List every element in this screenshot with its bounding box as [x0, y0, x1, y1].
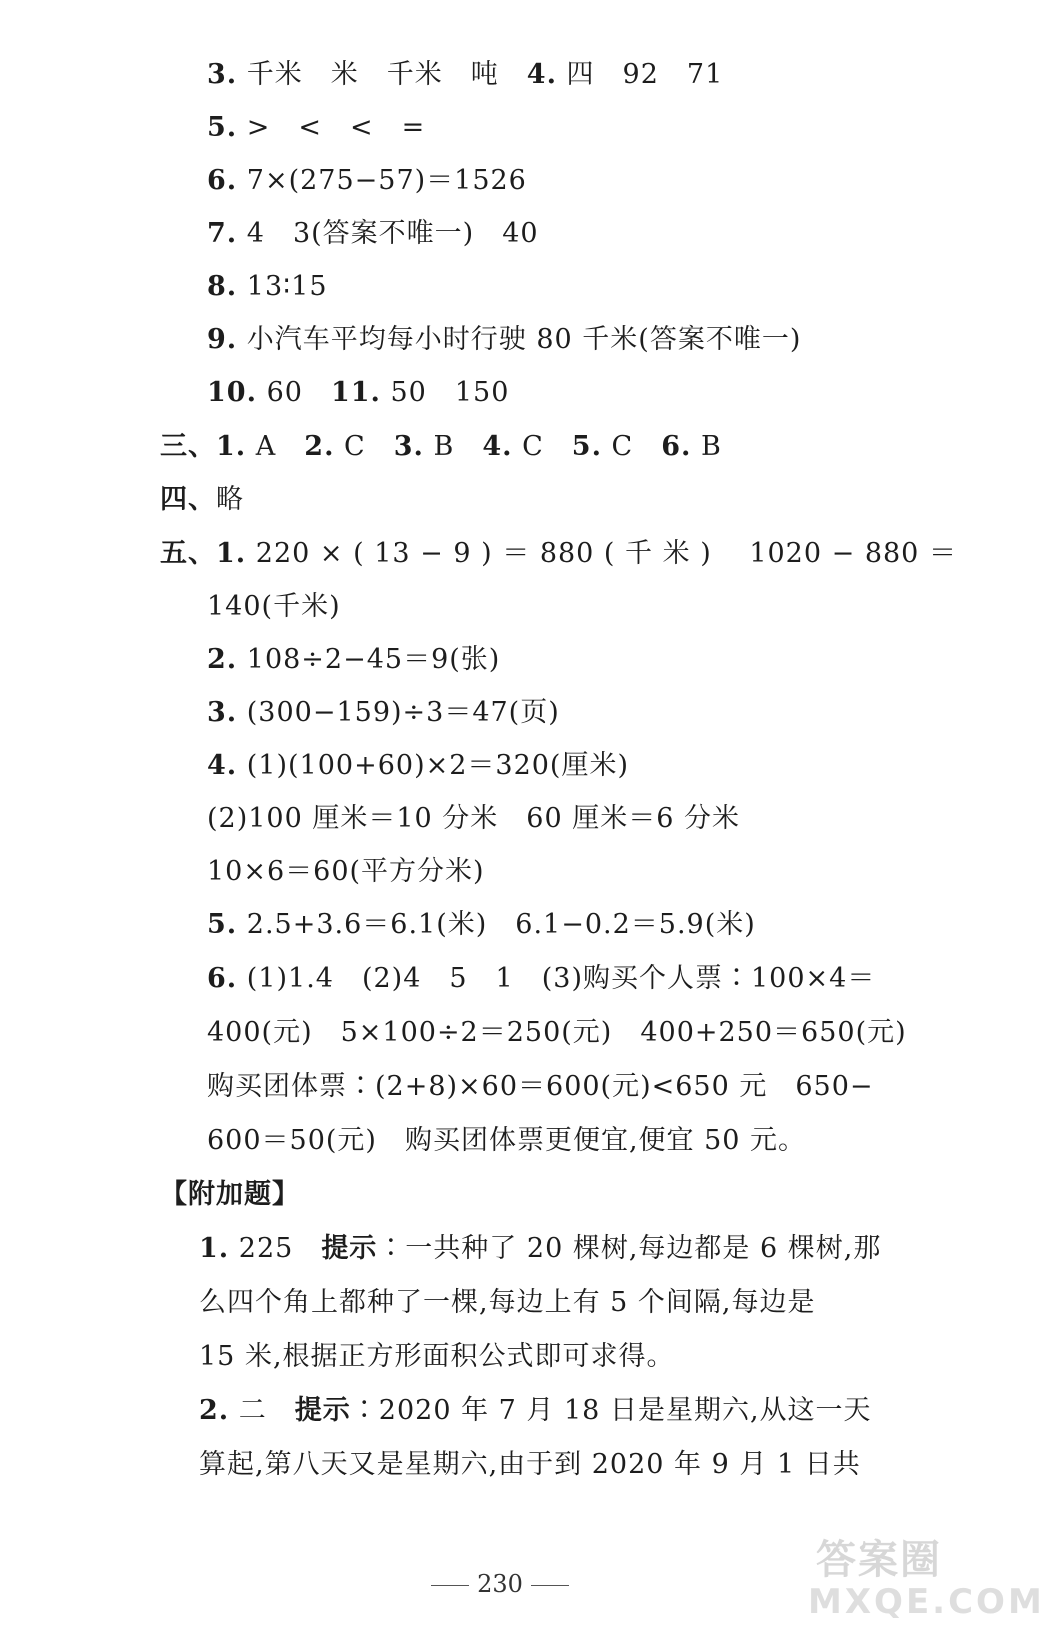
text-line: 3. 千米 米 千米 吨 4. 四 92 71	[207, 59, 724, 90]
text-line: 1. 225 提示∶一共种了 20 棵树,每边都是 6 棵树,那	[199, 1233, 882, 1264]
text-line: 购买团体票∶(2+8)×60＝600(元)<650 元 650−	[207, 1071, 874, 1102]
text-line: 9. 小汽车平均每小时行驶 80 千米(答案不唯一)	[207, 324, 802, 355]
text-line: 8. 13∶15	[207, 271, 328, 302]
text-line: 5. > < < =	[207, 112, 426, 143]
text-line: 7. 4 3(答案不唯一) 40	[207, 218, 539, 249]
text-line: 五、1. 220 × ( 13 − 9 ) ＝ 880 ( 千 米 ) 1020 − 880 ＝	[160, 538, 957, 569]
text-line: 140(千米)	[207, 591, 341, 622]
text-line: 6. 7×(275−57)＝1526	[207, 165, 527, 196]
text-line: 10×6＝60(平方分米)	[207, 856, 485, 887]
page-number: 230	[0, 1570, 1000, 1598]
text-line: 400(元) 5×100÷2＝250(元) 400+250＝650(元)	[207, 1017, 907, 1048]
text-line: 5. 2.5+3.6＝6.1(米) 6.1−0.2＝5.9(米)	[207, 909, 756, 940]
text-line: (2)100 厘米＝10 分米 60 厘米＝6 分米	[207, 803, 741, 834]
text-line: 2. 二 提示∶2020 年 7 月 18 日是星期六,从这一天	[199, 1395, 872, 1426]
section-heading: 【附加题】	[160, 1179, 300, 1210]
text-line: 算起,第八天又是星期六,由于到 2020 年 9 月 1 日共	[199, 1449, 861, 1480]
text-line: 6. (1)1.4 (2)4 5 1 (3)购买个人票∶100×4＝	[207, 963, 876, 994]
text-line: 四、略	[160, 484, 244, 515]
text-line: 15 米,根据正方形面积公式即可求得。	[199, 1341, 675, 1372]
watermark-logo: 答案圈 MXQE.COM	[808, 1537, 1045, 1622]
text-line: 三、1. A 2. C 3. B 4. C 5. C 6. B	[160, 431, 722, 462]
text-line: 600＝50(元) 购买团体票更便宜,便宜 50 元。	[207, 1125, 807, 1156]
text-line: 10. 60 11. 50 150	[207, 377, 510, 408]
text-line: 4. (1)(100+60)×2＝320(厘米)	[207, 750, 630, 781]
text-line: 3. (300−159)÷3＝47(页)	[207, 697, 560, 728]
text-line: 2. 108÷2−45＝9(张)	[207, 644, 501, 675]
text-line: 么四个角上都种了一棵,每边上有 5 个间隔,每边是	[199, 1287, 816, 1318]
